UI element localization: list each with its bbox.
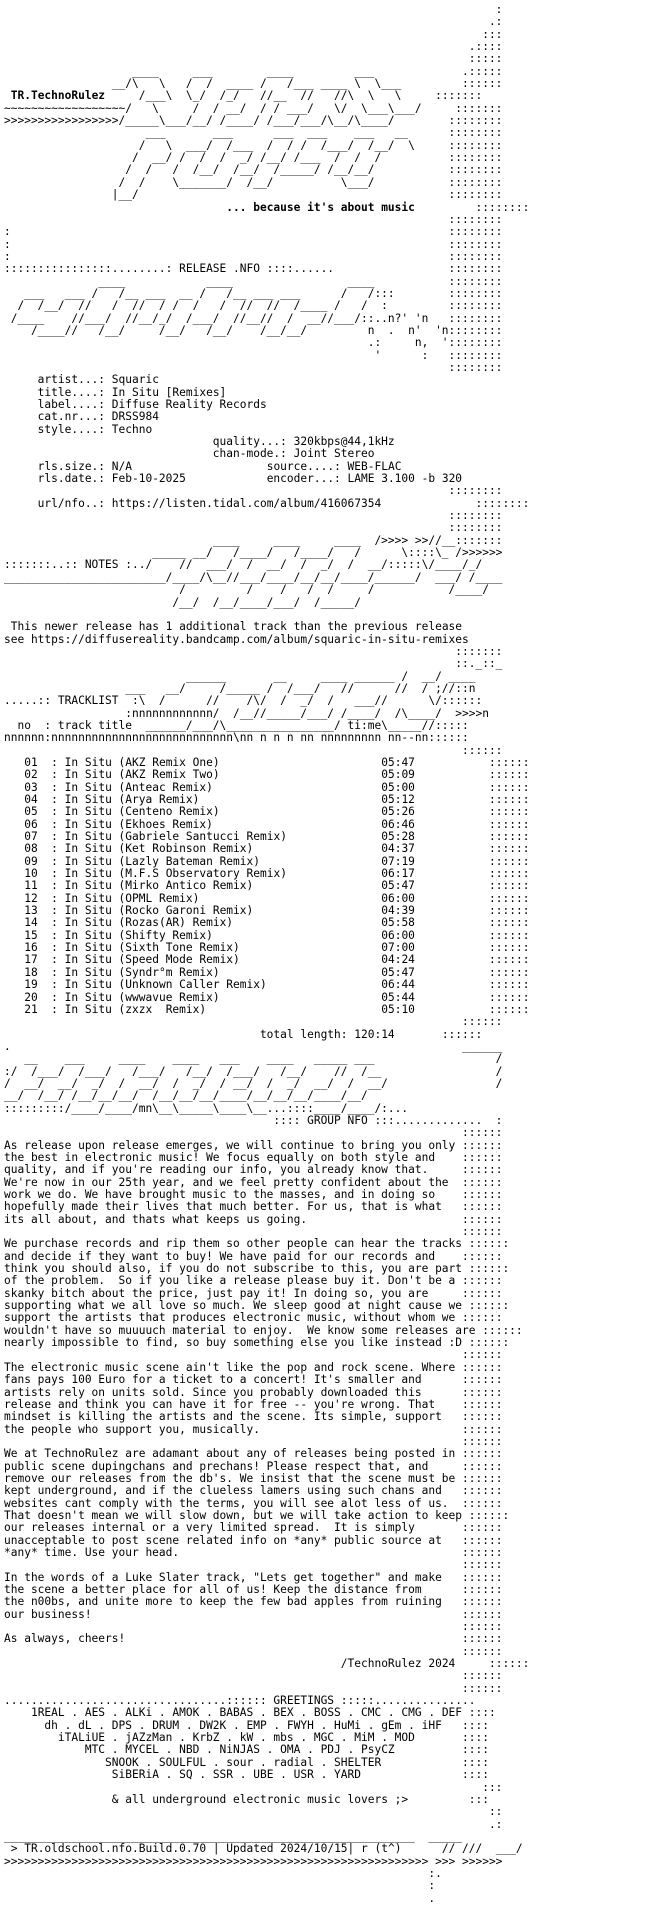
track-row: 18 : In Situ (Syndr°m Remix) 05:47 :::::: xyxy=(24,965,530,979)
track-number: 10 xyxy=(24,867,38,881)
label-value: Diffuse Reality Records xyxy=(111,398,267,411)
group-nfo-text: our releases internal or a very limited spread. It is simply xyxy=(4,1521,415,1535)
track-row: 14 : In Situ (Rozas(AR) Remix) 05:58 :::::: xyxy=(24,916,530,930)
group-nfo-line: fans pays 100 Euro for a ticket to a concert! It's smaller and :::::: xyxy=(4,1373,503,1387)
info-row: chan-mode.: Joint Stereo xyxy=(4,447,375,461)
group-nfo-text: remove our releases from the db's. We insist that the scene must be xyxy=(4,1471,456,1485)
greetings-closing: & all underground electronic music lovers ;> xyxy=(111,1792,409,1806)
group-nfo-line: We purchase records and rip them so other people can hear the tracks :::::: xyxy=(4,1237,510,1251)
art-line: / __/ / / / _/ /__/ /___ / / / :::::::: xyxy=(4,151,503,165)
art-line: :::::::: xyxy=(4,521,503,535)
track-row: 06 : In Situ (Ekhoes Remix) 06:46 :::::: xyxy=(24,817,530,831)
track-number: 05 xyxy=(24,805,38,819)
track-time: 07:00 xyxy=(381,941,415,955)
info-row: style....: Techno xyxy=(4,422,153,436)
art-line: ~~~~~~~~~~~~~~~~~~/ \ / / __/ / / ___/ \/ \___\___/ ::::::: xyxy=(4,101,503,115)
group-nfo-text: We're now in our 25th year, and we feel pretty confident about the xyxy=(4,1175,449,1189)
track-time: 07:19 xyxy=(381,854,415,868)
track-title: In Situ (Anteac Remix) xyxy=(64,780,213,794)
art-line: >>>>>>>>>>>>>>>>>/_____\___/__/ /____/ /___/___/\__/\____/ :::::::: xyxy=(4,114,503,128)
group-nfo-line: its all about, and thats what keeps us going. :::::: xyxy=(4,1212,503,1226)
track-row: 20 : In Situ (wwwavue Remix) 05:44 :::::: xyxy=(24,990,530,1004)
art-line: / __/ __/ _/ / __/ / _/ / __/ / _/ __/ / __/ / xyxy=(4,1076,503,1090)
track-title: In Situ (zxzx Remix) xyxy=(64,1002,207,1016)
section-greetings-header: .................................:::::: GREETINGS :::::............... xyxy=(4,1694,503,1708)
info-row: quality...: 320kbps@44,1kHz xyxy=(4,435,395,449)
group-nfo-line: public scene dupingchans and prechans! Please respect that, and :::::: xyxy=(4,1459,503,1473)
group-nfo-line: artists rely on units sold. Since you probably downloaded this :::::: xyxy=(4,1385,503,1399)
group-nfo-line: unacceptable to post scene related info on *any* public source at :::::: xyxy=(4,1533,503,1547)
group-nfo-line: the best in electronic music! We focus equally on both style and :::::: xyxy=(4,1150,503,1164)
greetings-row: MTC . MYCEL . NBD . NiNJAS . OMA . PDJ . PsyCZ :::: xyxy=(84,1743,489,1757)
art-line: ___ ___ ___ ___ ___ __ :::::::: xyxy=(4,126,503,140)
group-nfo-line: the scene a better place for all of us! Keep the distance from :::::: xyxy=(4,1583,503,1596)
group-nfo-line: and decide if they want to buy! We have paid for our records and :::::: xyxy=(4,1249,503,1263)
group-nfo-line: skanky bitch about the price, just pay it! In doing so, you are :::::: xyxy=(4,1286,503,1300)
group-nfo-line: We at TechnoRulez are adamant about any of releases being posted in :::::: xyxy=(4,1447,503,1461)
track-title: In Situ (Centeno Remix) xyxy=(64,805,220,819)
group-nfo-text: support the artists that produces electronic music, without whom we xyxy=(4,1311,456,1325)
group-nfo-line: our business! :::::: xyxy=(4,1607,503,1621)
group-nfo-text: hopefully made their lives that much better. For us, that is what xyxy=(4,1200,442,1214)
group-nfo-line: our releases internal or a very limited spread. It is simply :::::: xyxy=(4,1521,503,1535)
art-line: : xyxy=(4,3,503,16)
art-line: :::::: xyxy=(4,1644,503,1658)
track-row: 12 : In Situ (OPML Remix) 06:00 :::::: xyxy=(24,891,530,905)
track-number: 20 xyxy=(24,990,38,1004)
signature: /TechnoRulez 2024 xyxy=(340,1657,456,1671)
section-notes-header: :::::::..:: NOTES :../ // ___/ / __/ / _/ / __/:::::\/____/_/ xyxy=(4,558,503,572)
catnr-value: DRSS984 xyxy=(111,410,159,424)
group-nfo-text: That doesn't mean we will slow down, but we will take action to keep xyxy=(4,1508,463,1522)
group-nfo-line: the n00bs, and unite more to keep the few bad apples from ruining :::::: xyxy=(4,1595,503,1609)
track-title: In Situ (Arya Remix) xyxy=(64,793,200,806)
group-nfo-text: As always, cheers! xyxy=(4,1632,126,1646)
art-line: :::::: xyxy=(4,1669,503,1683)
slogan: ... because it's about music xyxy=(226,200,415,214)
track-time: 05:47 xyxy=(381,879,415,893)
group-nfo-line: quality, and if you're reading our info, you already know that. :::::: xyxy=(4,1163,503,1177)
track-row: 13 : In Situ (Rocko Garoni Remix) 04:39 :::::: xyxy=(24,904,530,918)
art-line: :::::: xyxy=(4,1348,503,1362)
art-line: :::::::: xyxy=(4,212,503,226)
footer-updated: Updated 2024/10/15 xyxy=(226,1842,348,1856)
art-line: ::: xyxy=(4,27,503,41)
track-time: 06:17 xyxy=(381,867,415,881)
group-nfo-line: think you should also, if you do not subscribe to this, you are part :::::: xyxy=(4,1262,510,1276)
art-line: ::._::_ xyxy=(4,657,503,671)
art-line: :::::: xyxy=(4,1434,503,1448)
greeting-line: iTALiUE . jAZzMan . KrbZ . kW . mbs . MGC . MiM . MOD xyxy=(57,1731,415,1745)
art-line: ________________________/____/\__//___/____/__/__/____/______/ ___/ /____ xyxy=(4,570,503,584)
art-line: : :::::::: xyxy=(4,249,503,263)
track-row: 15 : In Situ (Shifty Remix) 06:00 :::::: xyxy=(24,928,530,942)
group-nfo-text: the best in electronic music! We focus equally on both style and xyxy=(4,1150,436,1164)
art-line: :::::::: xyxy=(4,484,503,498)
group-nfo-text: wouldn't have so muuuuch material to enjoy. We know some releases are xyxy=(4,1323,476,1337)
total-length-row: total length: 120:14 :::::: xyxy=(4,1027,483,1041)
track-title: In Situ (OPML Remix) xyxy=(64,891,200,905)
art-line: ' : :::::::: xyxy=(4,348,503,362)
greetings-row: dh . dL . DPS . DRUM . DW2K . EMP . FWYH . HuMi . gEm . iHF :::: xyxy=(44,1718,489,1732)
greetings-row: 1REAL . AES . ALKi . AMOK . BABAS . BEX . BOSS . CMC . CMG . DEF :::: xyxy=(30,1706,496,1720)
track-time: 04:39 xyxy=(381,904,415,918)
group-nfo-text: kept underground, and if the clueless lamers using such chans and xyxy=(4,1484,442,1498)
art-line: / /__/ // / // / / / / // // /____ / / : :::::::: xyxy=(4,299,503,313)
art-line: ____ ____ ____ />>>> >>//__::::::: xyxy=(4,533,503,547)
section-release-nfo-header: ::::::::::::::::........: RELEASE .NFO ::::...... :::::::: xyxy=(4,262,503,276)
art-line: :::::::: xyxy=(4,360,503,374)
footer-build: TR.oldschool.nfo.Build.0.70 xyxy=(24,1842,207,1856)
art-line: :::::: xyxy=(4,1681,503,1695)
track-number: 13 xyxy=(24,904,38,918)
group-nfo-text: release and think you can have it for free -- you're wrong. That xyxy=(4,1397,436,1411)
track-title: In Situ (Speed Mode Remix) xyxy=(64,953,240,967)
greeting-line: dh . dL . DPS . DRUM . DW2K . EMP . FWYH . HuMi . gEm . iHF xyxy=(44,1718,442,1732)
group-nfo-line: The electronic music scene ain't like the pop and rock scene. Where :::::: xyxy=(4,1360,503,1374)
track-title: In Situ (Rozas(AR) Remix) xyxy=(64,916,234,930)
track-time: 06:00 xyxy=(381,891,415,905)
track-time: 04:24 xyxy=(381,953,415,967)
track-title: In Situ (AKZ Remix One) xyxy=(64,755,220,769)
total-length: 120:14 xyxy=(354,1027,395,1041)
group-nfo-text: websites cant comply with the terms, you will see alot less of us. xyxy=(4,1496,449,1510)
track-number: 11 xyxy=(24,879,38,893)
track-time: 05:09 xyxy=(381,768,415,782)
group-nfo-text: The electronic music scene ain't like the pop and rock scene. Where xyxy=(4,1360,456,1374)
group-nfo-line: As release upon release emerges, we will continue to bring you only :::::: xyxy=(4,1138,503,1152)
art-line: /____// /__/ /__/ /__/ /__/__/ n . n' 'n:::::::: xyxy=(4,323,503,337)
encoder-value: LAME 3.100 -b 320 xyxy=(347,472,463,486)
group-nfo-line: websites cant comply with the terms, you will see alot less of us. :::::: xyxy=(4,1496,503,1510)
group-nfo-text: supporting what we all love so much. We sleep good at night cause we xyxy=(4,1299,463,1313)
info-row: url/nfo..: https://listen.tidal.com/album/416067354 :::::::: xyxy=(4,496,530,510)
group-nfo-line: In the words of a Luke Slater track, "Lets get together" and make :::::: xyxy=(4,1570,503,1584)
track-number: 17 xyxy=(24,953,38,967)
art-line: :::::: xyxy=(4,743,503,757)
track-number: 21 xyxy=(24,1002,38,1016)
rls-date-value: Feb-10-2025 xyxy=(111,472,186,486)
info-row: artist...: Squaric xyxy=(4,373,159,387)
art-line: ::::::: xyxy=(4,644,503,658)
art-line: : xyxy=(4,1879,503,1893)
art-line: TR.TechnoRulez /___\ \_/ /_/ //__ // //\ \ \ ::::::: xyxy=(10,89,483,103)
art-line: ____ ____ ____ :::::::: xyxy=(4,274,503,288)
group-nfo-text: quality, and if you're reading our info, you already know that. xyxy=(4,1163,429,1177)
track-time: 05:28 xyxy=(381,830,415,844)
group-nfo-text: of the problem. So if you like a release please buy it. Don't be a xyxy=(4,1274,456,1288)
track-title: In Situ (Ekhoes Remix) xyxy=(64,817,213,831)
group-nfo-text: artists rely on units sold. Since you probably downloaded this xyxy=(4,1385,422,1399)
track-title: In Situ (Shifty Remix) xyxy=(64,928,213,942)
art-line: :::::: xyxy=(4,1620,503,1634)
info-row: cat.nr...: DRSS984 xyxy=(4,410,159,424)
art-line: .: n, ':::::::: xyxy=(4,336,503,350)
greetings-row: iTALiUE . jAZzMan . KrbZ . kW . mbs . MGC . MiM . MOD :::: xyxy=(57,1731,489,1745)
section-group-nfo-header: :::: GROUP NFO :::............. : xyxy=(4,1113,503,1127)
art-line: :::::::: xyxy=(4,509,503,523)
group-nfo-line: wouldn't have so muuuuch material to enjoy. We know some releases are :::::: xyxy=(4,1323,523,1337)
track-title: In Situ (Lazly Bateman Remix) xyxy=(64,854,260,868)
track-title: In Situ (Gabriele Santucci Remix) xyxy=(64,830,287,844)
art-line: / / \_______/ /__/ \___/ :::::::: xyxy=(4,175,503,189)
nfo-document xyxy=(4,3,652,1905)
track-time: 05:12 xyxy=(381,793,415,806)
track-number: 18 xyxy=(24,965,38,979)
info-row: label....: Diffuse Reality Records xyxy=(4,398,267,411)
group-nfo-line: work we do. We have brought music to the masses, and in doing so :::::: xyxy=(4,1188,503,1201)
group-nfo-line: mindset is killing the artists and the scene. Its simple, support :::::: xyxy=(4,1410,503,1424)
art-line: ::: xyxy=(4,1780,503,1794)
track-title: In Situ (Syndr°m Remix) xyxy=(64,965,220,979)
track-time: 05:10 xyxy=(381,1002,415,1016)
group-nfo-line: support the artists that produces electronic music, without whom we :::::: xyxy=(4,1311,503,1325)
group-nfo-line: kept underground, and if the clueless lamers using such chans and :::::: xyxy=(4,1484,503,1498)
art-line: ___ __/ /_____ / /___/ // // / ;//::n xyxy=(4,681,503,695)
info-row: rls.date.: Feb-10-2025 encoder...: LAME 3.100 -b 320 xyxy=(4,472,463,486)
art-line: __/\ \ / / ____ / /___ ____ \ \___ :::::: xyxy=(4,77,503,91)
art-line: _____ __/ /____/ /____/ / \::::\_ />>>>>> xyxy=(4,546,503,560)
art-line: /__/ /__/____/___/ /_____/ xyxy=(4,595,503,609)
track-time: 05:47 xyxy=(381,965,415,979)
greeting-line: SNOOK . SOULFUL . sour . radial . SHELTER xyxy=(105,1755,382,1769)
art-line: / \ ___/ /___ / / / /___/ /__/ \ :::::::: xyxy=(4,138,503,152)
group-nfo-text: unacceptable to post scene related info on *any* public source at xyxy=(4,1533,442,1547)
track-title: In Situ (Rocko Garoni Remix) xyxy=(64,904,254,918)
track-number: 02 xyxy=(24,768,38,782)
group-nfo-text: *any* time. Use your head. xyxy=(4,1545,180,1559)
group-nfo-text: In the words of a Luke Slater track, "Lets get together" and make xyxy=(4,1570,442,1584)
art-line: .: xyxy=(4,1817,503,1831)
track-row: 11 : In Situ (Mirko Antico Remix) 05:47 :::::: xyxy=(24,879,530,893)
art-line: :. xyxy=(4,1866,503,1880)
group-nfo-text: our business! xyxy=(4,1607,92,1621)
track-number: 06 xyxy=(24,817,38,831)
group-nfo-text: the people who support you, musically. xyxy=(4,1422,260,1436)
track-number: 14 xyxy=(24,916,38,930)
track-row: 16 : In Situ (Sixth Tone Remix) 07:00 :::::: xyxy=(24,941,530,955)
art-line: >>>>>>>>>>>>>>>>>>>>>>>>>>>>>>>>>>>>>>>>>>>>>>>>>>>>>>>>>>>>>>> >>> >>>>>> xyxy=(4,1854,503,1868)
track-row: 01 : In Situ (AKZ Remix One) 05:47 :::::: xyxy=(24,755,530,769)
art-line: __/ /__/ /__/__/__/ /__/__/__/____/__/__/__/____/__/ xyxy=(4,1089,503,1103)
footer-row: > TR.oldschool.nfo.Build.0.70 | Updated 2024/10/15| r (t^) // /// ___/ xyxy=(4,1842,530,1856)
track-time: 05:47 xyxy=(381,755,415,769)
art-line: . xyxy=(4,1891,503,1905)
section-tracklist-header: .....:: TRACKLIST :\ / // /\/ / _/ / ___// \/:::::: xyxy=(4,694,503,708)
group-nfo-line: release and think you can have it for free -- you're wrong. That :::::: xyxy=(4,1397,503,1411)
greetings-closing-row: & all underground electronic music lovers ;> ::: xyxy=(111,1792,489,1806)
track-row: 21 : In Situ (zxzx Remix) 05:10 :::::: xyxy=(24,1002,530,1016)
greetings-row: SiBERiA . SQ . SSR . UBE . USR . YARD :::: xyxy=(111,1768,489,1782)
track-title: In Situ (wwwavue Remix) xyxy=(64,990,220,1004)
group-nfo-line: hopefully made their lives that much better. For us, that is what :::::: xyxy=(4,1200,503,1214)
group-nfo-text: and decide if they want to buy! We have paid for our records and xyxy=(4,1249,436,1263)
track-number: 01 xyxy=(24,755,38,769)
art-line: :::::: xyxy=(4,1126,503,1140)
group-nfo-text: think you should also, if you do not subscribe to this, you are part xyxy=(4,1262,463,1276)
track-row: 02 : In Situ (AKZ Remix Two) 05:09 :::::: xyxy=(24,768,530,782)
track-title: In Situ (Mirko Antico Remix) xyxy=(64,879,254,893)
track-time: 05:00 xyxy=(381,780,415,794)
art-line: |__/ :::::::: xyxy=(4,188,503,202)
track-title: In Situ (M.F.S Observatory Remix) xyxy=(64,867,287,881)
group-nfo-text: work we do. We have brought music to the masses, and in doing so xyxy=(4,1188,436,1201)
group-nfo-line: of the problem. So if you like a release please buy it. Don't be a :::::: xyxy=(4,1274,503,1288)
chan-mode-value: Joint Stereo xyxy=(293,447,375,461)
track-number: 15 xyxy=(24,928,38,942)
group-nfo-text: mindset is killing the artists and the scene. Its simple, support xyxy=(4,1410,442,1424)
art-line: / / / / / / /____/ xyxy=(4,583,503,597)
art-line: :::::::::/____/____/mn\__\_____\____\__...::::____/____/:... xyxy=(4,1101,503,1115)
group-nfo-line: We're now in our 25th year, and we feel pretty confident about the :::::: xyxy=(4,1175,503,1189)
track-title: In Situ (AKZ Remix Two) xyxy=(64,768,220,782)
track-row: 09 : In Situ (Lazly Bateman Remix) 07:19 :::::: xyxy=(24,854,530,868)
art-line: ___ ___ / /__ ___ __ / /__ ___ ___ / /::: :::::::: xyxy=(4,286,503,300)
track-number: 07 xyxy=(24,830,38,844)
art-line: :/ /___/ /___/ /___/ /__/ /___/ /__/ // /__ / xyxy=(4,1064,503,1078)
artist-value: Squaric xyxy=(111,373,159,387)
track-row: 03 : In Situ (Anteac Remix) 05:00 :::::: xyxy=(24,780,530,794)
art-line: .: xyxy=(4,15,503,29)
track-title: In Situ (Ket Robinson Remix) xyxy=(64,842,254,856)
group-tag: TR.TechnoRulez xyxy=(10,89,106,103)
track-number: 16 xyxy=(24,941,38,955)
art-line: ______ __ ____ ______ / __/ ____ xyxy=(4,669,503,683)
group-nfo-text: its all about, and thats what keeps us going. xyxy=(4,1212,308,1226)
art-line: nnnnnn:nnnnnnnnnnnnnnnnnnnnnnnnnnn\nn n n n nn nnnnnnnnn nn--nn:::::: xyxy=(4,731,503,745)
greeting-line: SiBERiA . SQ . SSR . UBE . USR . YARD xyxy=(111,1768,361,1782)
art-line: / / / /__/ /__/ /_____/ /__/__/ :::::::: xyxy=(4,163,503,177)
track-row: 04 : In Situ (Arya Remix) 05:12 :::::: xyxy=(24,793,530,806)
art-line: : :::::::: xyxy=(4,225,503,239)
art-line: _____________________________________________________________ _____ xyxy=(4,1829,503,1843)
group-nfo-line: As always, cheers! :::::: xyxy=(4,1632,503,1646)
track-number: 08 xyxy=(24,842,38,856)
info-row: rls.size.: N/A source....: WEB-FLAC xyxy=(4,459,402,473)
group-nfo-line: remove our releases from the db's. We insist that the scene must be :::::: xyxy=(4,1471,503,1485)
group-nfo-text: the scene a better place for all of us! Keep the distance from xyxy=(4,1583,422,1596)
track-row: 08 : In Situ (Ket Robinson Remix) 04:37 :::::: xyxy=(24,842,530,856)
style-value: Techno xyxy=(111,422,153,436)
art-line: no : track title ______/___/\________________/ ti:me\_____//::::: xyxy=(4,718,503,732)
group-nfo-line: *any* time. Use your head. :::::: xyxy=(4,1545,503,1559)
art-line: . ______ xyxy=(4,1039,503,1053)
track-number: 19 xyxy=(24,978,38,992)
signature-row: /TechnoRulez 2024 :::::: xyxy=(340,1657,530,1671)
greetings-row: SNOOK . SOULFUL . sour . radial . SHELTER :::: xyxy=(105,1755,489,1769)
art-line: ::::: xyxy=(4,52,503,66)
group-nfo-text: skanky bitch about the price, just pay it! In doing so, you are xyxy=(4,1286,429,1300)
group-nfo-text: We at TechnoRulez are adamant about any of releases being posted in xyxy=(4,1447,456,1461)
track-time: 06:00 xyxy=(381,928,415,942)
art-line: : :::::::: xyxy=(4,237,503,251)
track-time: 05:26 xyxy=(381,805,415,819)
track-row: 05 : In Situ (Centeno Remix) 05:26 :::::: xyxy=(24,805,530,819)
art-line: ... because it's about music :::::::: xyxy=(226,200,530,214)
greeting-line: MTC . MYCEL . NBD . NiNJAS . OMA . PDJ . PsyCZ xyxy=(84,1743,395,1757)
group-nfo-text: the n00bs, and unite more to keep the few bad apples from ruining xyxy=(4,1595,442,1609)
quality-value: 320kbps@44,1kHz xyxy=(293,435,395,449)
art-line: .:::: xyxy=(4,40,503,54)
track-title: In Situ (Unknown Caller Remix) xyxy=(64,978,267,992)
group-nfo-line: the people who support you, musically. :::::: xyxy=(4,1422,503,1436)
art-line: :::::: xyxy=(4,1225,503,1239)
art-line: :::::: xyxy=(4,1015,503,1029)
track-row: 07 : In Situ (Gabriele Santucci Remix) 05:28 :::::: xyxy=(24,830,530,844)
title-value: In Situ [Remixes] xyxy=(111,385,227,399)
track-row: 10 : In Situ (M.F.S Observatory Remix) 06:17 :::::: xyxy=(24,867,530,881)
group-nfo-text: nearly impossible to find, so buy something else you like instead :D xyxy=(4,1336,463,1350)
art-line: /____ //___/ //__/_/ /___/ //__// / __//___/::..n?' 'n :::::::: xyxy=(4,311,503,325)
track-number: 03 xyxy=(24,780,38,794)
track-time: 05:58 xyxy=(381,916,415,930)
track-title: In Situ (Sixth Tone Remix) xyxy=(64,941,240,955)
note-line-1: This newer release has 1 additional track than the previous release xyxy=(10,620,463,634)
group-nfo-text: public scene dupingchans and prechans! Please respect that, and xyxy=(4,1459,429,1473)
group-nfo-line: That doesn't mean we will slow down, but we will take action to keep :::::: xyxy=(4,1508,510,1522)
track-time: 06:44 xyxy=(381,978,415,992)
group-nfo-text: We purchase records and rip them so other people can hear the tracks xyxy=(4,1237,463,1251)
art-line: ____ ___ ____ ___ .::::: xyxy=(4,64,503,78)
rls-size-value: N/A xyxy=(111,459,132,473)
group-nfo-text: As release upon release emerges, we will continue to bring you only xyxy=(4,1138,456,1152)
track-number: 12 xyxy=(24,891,38,905)
track-row: 19 : In Situ (Unknown Caller Remix) 06:44 :::::: xyxy=(24,978,530,992)
info-row: title....: In Situ [Remixes] xyxy=(4,385,227,399)
track-time: 06:46 xyxy=(381,817,415,831)
group-nfo-line: nearly impossible to find, so buy something else you like instead :D :::::: xyxy=(4,1336,510,1350)
art-line: :: xyxy=(4,1805,503,1819)
track-time: 04:37 xyxy=(381,842,415,856)
track-number: 04 xyxy=(24,793,38,806)
track-time: 05:44 xyxy=(381,990,415,1004)
art-line: __ ___ ____ ____ ___ ____ _____ ___ / xyxy=(4,1052,503,1066)
url-value: https://listen.tidal.com/album/416067354 xyxy=(111,496,382,510)
source-value: WEB-FLAC xyxy=(347,459,402,473)
group-nfo-text: fans pays 100 Euro for a ticket to a concert! It's smaller and xyxy=(4,1373,422,1387)
note-line-2: see https://diffusereality.bandcamp.com/album/squaric-in-situ-remixes xyxy=(4,632,469,646)
greeting-line: 1REAL . AES . ALKi . AMOK . BABAS . BEX . BOSS . CMC . CMG . DEF xyxy=(30,1706,463,1720)
art-line: :nnnnnnnnnnnn/ /__//_____/___/ /____/ /\____/ >>>>n xyxy=(4,706,503,720)
art-line: :::::: xyxy=(4,1558,503,1572)
group-nfo-line: supporting what we all love so much. We sleep good at night cause we :::::: xyxy=(4,1299,510,1313)
track-number: 09 xyxy=(24,854,38,868)
track-row: 17 : In Situ (Speed Mode Remix) 04:24 :::::: xyxy=(24,953,530,967)
